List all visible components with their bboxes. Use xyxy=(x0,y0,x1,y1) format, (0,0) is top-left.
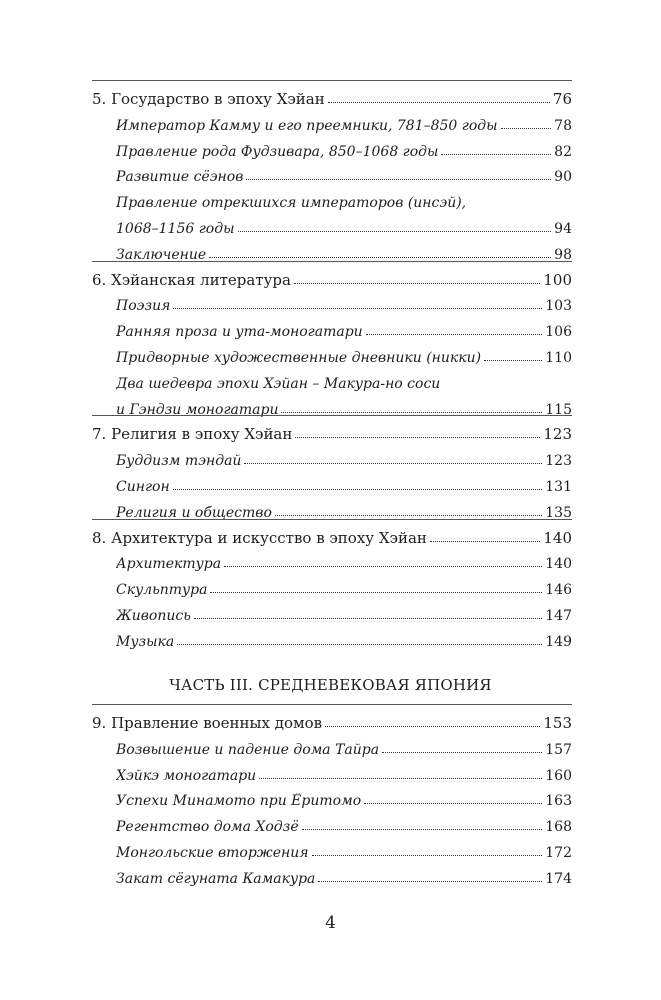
toc-entry-title: 5. Государство в эпоху Хэйан xyxy=(92,90,325,108)
toc-dot-leader xyxy=(238,231,552,232)
toc-entry-title: 1068–1156 годы xyxy=(116,221,235,237)
toc-page-number: 103 xyxy=(545,298,572,315)
toc-section-entry xyxy=(116,163,572,185)
chapter-rule xyxy=(92,519,572,520)
toc-dot-leader xyxy=(501,128,552,129)
toc-section-entry xyxy=(116,736,572,758)
page-number: 4 xyxy=(325,913,336,933)
toc-page-number: 163 xyxy=(545,793,572,810)
toc-entry-title: Монгольские вторжения xyxy=(116,845,309,861)
toc-page-number: 160 xyxy=(545,767,572,784)
toc-section-entry xyxy=(116,865,572,887)
toc-dot-leader xyxy=(328,102,550,103)
toc-page-number: 123 xyxy=(543,425,572,444)
toc-entry-title: Два шедевра эпохи Хэйан – Макура-но соси xyxy=(116,375,441,392)
toc-entry-title: Живопись xyxy=(116,608,191,624)
toc-entry-title: 6. Хэйанская литература xyxy=(92,270,291,289)
toc-dot-leader xyxy=(382,752,542,753)
toc-page-number: 115 xyxy=(545,401,572,418)
toc-entry-title: Развитие сёэнов xyxy=(116,169,244,186)
toc-page-number: 140 xyxy=(545,556,572,573)
toc-page-number: 123 xyxy=(545,453,572,470)
toc-dot-leader xyxy=(177,644,542,645)
toc-section-entry xyxy=(116,499,572,521)
toc-dot-leader xyxy=(259,778,542,779)
toc-entry-title: Заключение xyxy=(116,246,207,263)
toc-page-number: 94 xyxy=(554,221,572,237)
toc-page-number: 157 xyxy=(545,741,572,758)
toc-section-entry xyxy=(116,762,572,784)
toc-entry-title: Поэзия xyxy=(116,298,171,315)
toc-page-number: 131 xyxy=(545,479,572,495)
toc-entry-title: Правление отрекшихся императоров (инсэй), xyxy=(116,195,467,212)
toc-section-entry xyxy=(116,344,572,366)
toc-page-number: 168 xyxy=(545,819,572,836)
toc-page-number: 149 xyxy=(545,633,572,650)
toc-entry-title: 9. Правление военных домов xyxy=(92,714,323,732)
toc-section-entry xyxy=(116,787,572,809)
toc-section-entry xyxy=(116,215,572,237)
toc-dot-leader xyxy=(302,829,543,830)
toc-dot-leader xyxy=(441,154,551,155)
toc-dot-leader xyxy=(209,257,551,258)
toc-page-number: 147 xyxy=(545,608,572,624)
toc-section-entry xyxy=(116,602,572,624)
toc-dot-leader xyxy=(364,803,542,804)
toc-section-entry xyxy=(116,576,572,598)
toc-page-number: 76 xyxy=(552,90,572,108)
toc-dot-leader xyxy=(246,179,551,180)
toc-page-number: 110 xyxy=(545,350,572,366)
chapter-rule xyxy=(92,704,572,705)
toc-page-number: 174 xyxy=(545,870,572,887)
toc-dot-leader xyxy=(281,412,542,413)
toc-dot-leader xyxy=(275,515,542,516)
toc-dot-leader xyxy=(430,541,540,542)
toc-chapter-entry xyxy=(92,710,572,732)
toc-entry-title: Правление рода Фудзивара, 850–1068 годы xyxy=(116,143,439,160)
toc-page-number: 140 xyxy=(543,528,572,547)
chapter-rule xyxy=(92,80,572,81)
toc-section-entry xyxy=(116,292,572,314)
toc-section-entry xyxy=(116,112,572,134)
toc-section-entry xyxy=(116,628,572,650)
toc-section-entry xyxy=(116,473,572,495)
toc-dot-leader xyxy=(312,855,543,856)
toc-dot-leader xyxy=(173,489,543,490)
toc-chapter-entry xyxy=(92,421,572,443)
toc-page-number: 98 xyxy=(554,246,572,263)
toc-section-entry xyxy=(116,550,572,572)
chapter-rule xyxy=(92,415,572,416)
toc-entry-title: 7. Религия в эпоху Хэйан xyxy=(92,425,293,444)
toc-entry-title: Хэйкэ моногатари xyxy=(116,767,257,784)
toc-dot-leader xyxy=(210,592,542,593)
toc-section-entry xyxy=(116,138,572,160)
toc-entry-title: Император Камму и его преемники, 781–850 годы xyxy=(116,117,498,134)
toc-entry-title: Регентство дома Ходзё xyxy=(116,819,299,836)
toc-dot-leader xyxy=(295,437,540,438)
toc-section-entry xyxy=(116,447,572,469)
toc-entry-title: Ранняя проза и ута-моногатари xyxy=(116,324,363,341)
toc-page-number: 90 xyxy=(554,169,572,186)
toc-dot-leader xyxy=(244,463,542,464)
toc-chapter-entry xyxy=(92,525,572,547)
toc-section-entry xyxy=(116,318,572,340)
toc-dot-leader xyxy=(318,881,542,882)
toc-page-number: 153 xyxy=(543,714,572,732)
toc-entry-title: Сингон xyxy=(116,479,170,495)
toc-section-entry xyxy=(116,839,572,861)
toc-section-entry xyxy=(116,189,572,211)
toc-dot-leader xyxy=(484,360,542,361)
toc-section-entry xyxy=(116,396,572,418)
toc-page-number: 78 xyxy=(554,117,572,134)
toc-entry-title: 8. Архитектура и искусство в эпоху Хэйан xyxy=(92,528,427,547)
toc-section-entry xyxy=(116,370,572,392)
toc-page-number: 82 xyxy=(554,143,572,160)
part-heading: ЧАСТЬ III. СРЕДНЕВЕКОВАЯ ЯПОНИЯ xyxy=(169,676,492,694)
toc-section-entry xyxy=(116,241,572,263)
toc-page-number: 146 xyxy=(545,582,572,599)
toc-dot-leader xyxy=(325,726,540,727)
toc-entry-title: и Гэндзи моногатари xyxy=(116,401,279,418)
toc-page-number: 106 xyxy=(545,324,572,341)
toc-dot-leader xyxy=(173,308,542,309)
toc-entry-title: Религия и общество xyxy=(116,504,272,521)
toc-entry-title: Архитектура xyxy=(116,556,222,573)
toc-chapter-entry xyxy=(92,86,572,108)
toc-page-number: 172 xyxy=(545,845,572,861)
toc-entry-title: Музыка xyxy=(116,633,175,650)
toc-entry-title: Скульптура xyxy=(116,582,208,599)
toc-entry-title: Закат сёгуната Камакура xyxy=(116,870,316,887)
toc-entry-title: Придворные художественные дневники (никки) xyxy=(116,350,482,366)
toc-dot-leader xyxy=(294,283,540,284)
toc-page-number: 100 xyxy=(543,270,572,289)
toc-chapter-entry xyxy=(92,267,572,289)
toc-page-number: 135 xyxy=(545,504,572,521)
toc-entry-title: Возвышение и падение дома Тайра xyxy=(116,741,380,758)
toc-entry-title: Успехи Минамото при Ёритомо xyxy=(116,793,362,810)
toc-section-entry xyxy=(116,813,572,835)
toc-dot-leader xyxy=(224,566,542,567)
toc-dot-leader xyxy=(366,334,543,335)
toc-dot-leader xyxy=(194,618,542,619)
chapter-rule xyxy=(92,261,572,262)
toc-entry-title: Буддизм тэндай xyxy=(116,453,242,470)
